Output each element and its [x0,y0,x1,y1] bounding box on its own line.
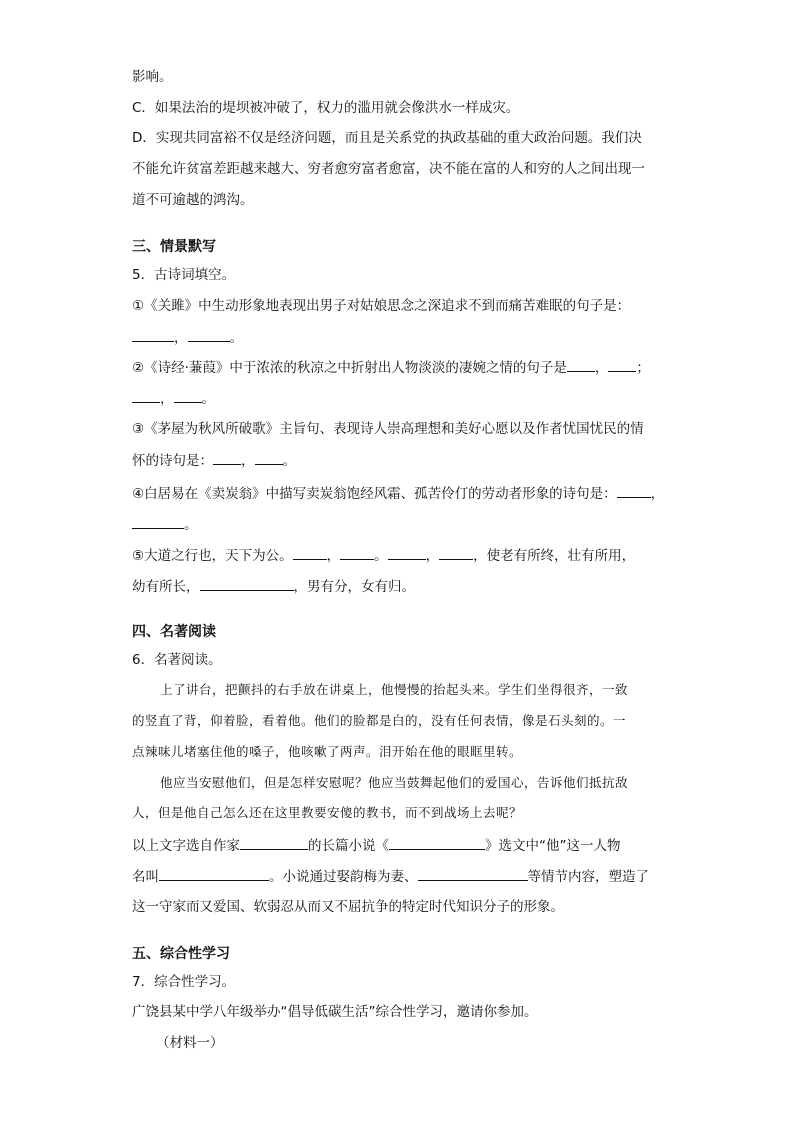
answer-blank[interactable] [200,576,294,591]
answer-blank[interactable] [418,866,528,881]
passage-line-2: 的竖直了背，仰着脸，看着他。他们的脸都是白的，没有任何表情，像是石头刻的。一 [132,713,627,728]
answer-blank[interactable] [389,835,485,850]
question-5-5-line-2: 幼有所长， ，男有分，女有归。 [132,576,415,597]
question-6-fill-3: 这一守家而又爱国、软弱忍从而又不屈抗争的特定时代知识分子的形象。 [132,899,564,915]
passage-line-5: 人，但是他自己怎么还在这里教要安傻的教书，而不到战场上去呢？ [132,805,523,820]
section-heading-classics: 四、名著阅读 [132,624,216,640]
question-7-title: 7．综合性学习。 [132,974,236,990]
question-5-1-blanks: ， 。 [132,327,243,348]
question-5-5: ⑤大道之行也，天下为公。 ， 。 ， ，使老有所终，壮有所用， [132,545,635,566]
answer-blank[interactable] [255,450,283,465]
answer-blank[interactable] [240,835,308,850]
passage-line-3: 点辣味儿堵塞住他的嗓子，他咳嗽了两声。泪开始在他的眼眶里转。 [132,744,523,759]
answer-blank[interactable] [159,866,269,881]
question-5-2: ②《诗经·蒹葭》中于浓浓的秋凉之中折射出人物淡淡的凄婉之情的句子是 ， ； [132,357,650,378]
passage-line-1: 上了讲台，把颤抖的右手放在讲桌上，他慢慢的抬起头来。学生们坐得很齐，一致 [160,682,629,697]
section-heading-recitation: 三、情景默写 [132,239,216,255]
question-5-4: ④白居易在《卖炭翁》中描写卖炭翁饱经风霜、孤苦伶仃的劳动者形象的诗句是： ， [132,483,664,504]
answer-blank[interactable] [617,483,651,498]
material-1-label: （材料一） [156,1035,224,1051]
answer-blank[interactable] [132,388,160,403]
question-6-title: 6．名著阅读。 [132,652,222,668]
answer-blank[interactable] [132,514,184,529]
passage-line-4: 他应当安慰他们，但是怎样安慰呢？他应当鼓舞起他们的爱国心，告诉他们抵抗敌 [160,775,629,790]
answer-blank[interactable] [388,545,426,560]
question-6-fill-1: 以上文字选自作家 的长篇小说《 》选文中“他”这一人物 [132,835,621,856]
answer-blank[interactable] [293,545,327,560]
option-d-line-3: 道不可逾越的鸿沟。 [132,192,254,208]
answer-blank[interactable] [608,357,636,372]
paragraph-continuation: 影响。 [132,69,173,85]
answer-blank[interactable] [132,327,174,342]
option-d-line-2: 不能允许贫富差距越来越大、穷者愈穷富者愈富，决不能在富的人和穷的人之间出现一 [132,161,645,177]
question-5-3-line-2: 怀的诗句是： ， 。 [132,450,296,471]
section-heading-comprehensive: 五、综合性学习 [132,946,230,962]
question-5-1: ①《关雎》中生动形象地表现出男子对姑娘思念之深追求不到而痛苦难眠的句子是： [132,298,631,314]
answer-blank[interactable] [439,545,473,560]
question-7-intro: 广饶县某中学八年级举办“倡导低碳生活”综合性学习，邀请你参加。 [132,1004,538,1020]
question-6-fill-2: 名叫 。小说通过娶韵梅为妻、 等情节内容，塑造了 [132,866,649,887]
answer-blank[interactable] [213,450,241,465]
option-c: C．如果法治的堤坝被冲破了，权力的滥用就会像洪水一样成灾。 [132,100,520,116]
answer-blank[interactable] [567,357,595,372]
answer-blank[interactable] [174,388,202,403]
answer-blank[interactable] [340,545,374,560]
question-5-3-line-1: ③《茅屋为秋风所破歌》主旨句、表现诗人崇高理想和美好心愿以及作者忧国忧民的情 [132,421,644,437]
answer-blank[interactable] [188,327,230,342]
question-5-2-blanks: ， 。 [132,388,215,409]
option-d-line-1: D．实现共同富裕不仅是经济问题，而且是关系党的执政基础的重大政治问题。我们决 [132,130,642,146]
question-5-4-blank: 。 [132,514,198,535]
question-5-title: 5．古诗词填空。 [132,267,236,283]
